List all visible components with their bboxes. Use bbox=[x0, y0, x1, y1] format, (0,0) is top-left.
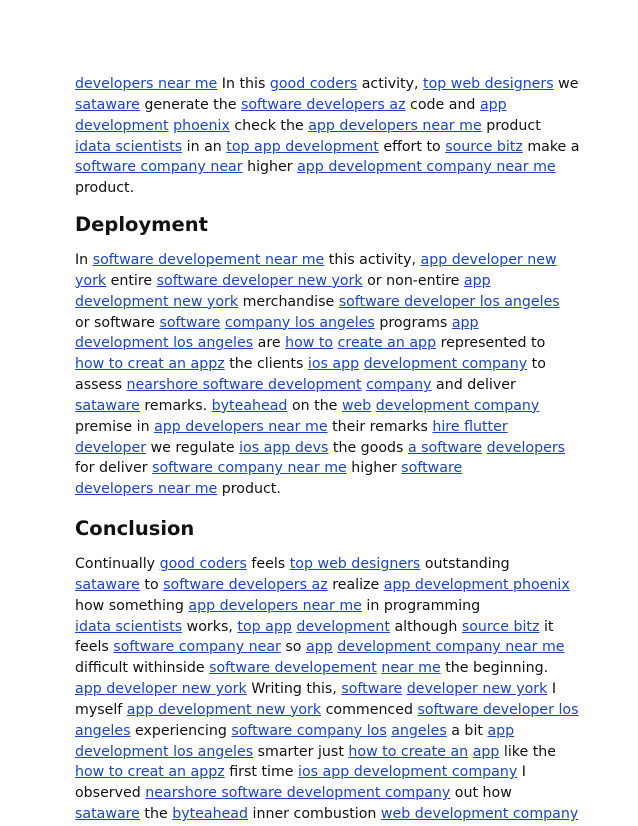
hyperlink[interactable]: app developer new bbox=[420, 252, 557, 268]
hyperlink[interactable]: software developer los bbox=[417, 701, 579, 718]
hyperlink[interactable]: company los angeles bbox=[224, 314, 375, 331]
body-text: premise in bbox=[75, 418, 155, 435]
body-text: in an bbox=[182, 138, 227, 155]
hyperlink[interactable]: app bbox=[463, 272, 491, 289]
body-text: smarter just bbox=[253, 743, 349, 760]
body-text: activity, bbox=[357, 76, 424, 92]
hyperlink[interactable]: developers near me bbox=[75, 481, 218, 498]
hyperlink[interactable]: web bbox=[341, 397, 372, 414]
text-line bbox=[75, 116, 575, 137]
text-line bbox=[75, 396, 575, 417]
body-text: realize bbox=[327, 576, 384, 593]
hyperlink[interactable]: app developer new york bbox=[75, 681, 247, 698]
hyperlink[interactable]: software developer los angeles bbox=[338, 293, 560, 310]
body-text: represented to bbox=[436, 335, 546, 352]
hyperlink[interactable]: software company los bbox=[231, 722, 387, 739]
body-text: experiencing bbox=[130, 722, 232, 739]
body-text: the goods bbox=[328, 439, 408, 456]
text-line bbox=[75, 458, 575, 479]
hyperlink[interactable]: software company near bbox=[75, 159, 243, 176]
hyperlink[interactable]: developers bbox=[486, 439, 566, 456]
hyperlink[interactable]: developer bbox=[75, 439, 147, 456]
text-line bbox=[75, 178, 575, 199]
body-text: commenced bbox=[321, 701, 418, 718]
hyperlink[interactable]: app bbox=[305, 639, 333, 656]
body-text: feels bbox=[75, 639, 114, 656]
hyperlink[interactable]: byteahead bbox=[211, 397, 288, 414]
hyperlink[interactable]: software developers az bbox=[240, 96, 406, 113]
hyperlink[interactable]: nearshore software development bbox=[126, 377, 362, 394]
body-text: to bbox=[139, 576, 164, 593]
deployment-paragraph bbox=[75, 250, 575, 500]
hyperlink[interactable]: software developement bbox=[209, 660, 377, 677]
body-text: I bbox=[547, 681, 557, 698]
text-line bbox=[75, 333, 575, 354]
body-text: first time bbox=[224, 764, 299, 781]
hyperlink[interactable]: angeles bbox=[391, 722, 447, 739]
body-text: we regulate bbox=[146, 439, 240, 456]
hyperlink[interactable]: how to creat an appz bbox=[75, 764, 225, 781]
hyperlink[interactable]: top web designers bbox=[423, 76, 554, 92]
hyperlink[interactable]: app developers near me bbox=[308, 117, 482, 134]
body-text: the beginning. bbox=[440, 660, 549, 677]
body-text: it bbox=[539, 618, 554, 635]
body-text: remarks. bbox=[139, 397, 212, 414]
hyperlink[interactable]: software developers az bbox=[163, 576, 328, 593]
hyperlink[interactable]: development new york bbox=[75, 293, 239, 310]
hyperlink[interactable]: app bbox=[472, 743, 500, 760]
hyperlink[interactable]: software company near me bbox=[152, 460, 347, 477]
body-text: outstanding bbox=[420, 556, 510, 572]
hyperlink[interactable]: app development phoenix bbox=[383, 576, 570, 593]
hyperlink[interactable]: how to create an bbox=[348, 743, 469, 760]
body-text: although bbox=[389, 618, 462, 635]
hyperlink[interactable]: good coders bbox=[269, 76, 358, 92]
text-line bbox=[75, 783, 575, 804]
hyperlink[interactable]: software bbox=[159, 314, 221, 331]
text-line bbox=[75, 658, 575, 679]
body-text: out how bbox=[450, 785, 512, 802]
hyperlink[interactable]: development company near me bbox=[337, 639, 565, 656]
body-text: In bbox=[75, 252, 93, 268]
body-text: check the bbox=[229, 117, 309, 134]
body-text: to bbox=[527, 356, 546, 373]
hyperlink[interactable]: sataware bbox=[75, 806, 140, 823]
text-line bbox=[75, 700, 579, 721]
hyperlink[interactable]: development los angeles bbox=[75, 335, 254, 352]
hyperlink[interactable]: developers near me bbox=[75, 76, 218, 92]
body-text: generate the bbox=[139, 96, 241, 113]
text-line bbox=[75, 375, 575, 396]
hyperlink[interactable]: top app development bbox=[226, 138, 379, 155]
body-text: in programming bbox=[361, 597, 481, 614]
body-text: how something bbox=[75, 597, 189, 614]
body-text: myself bbox=[75, 701, 127, 718]
hyperlink[interactable]: create an app bbox=[337, 335, 437, 352]
hyperlink[interactable]: ios app development company bbox=[298, 764, 518, 781]
hyperlink[interactable]: web development company bbox=[380, 806, 579, 823]
text-line bbox=[75, 479, 575, 500]
deployment-heading: Deployment bbox=[75, 213, 208, 236]
body-text: are bbox=[253, 335, 286, 352]
hyperlink[interactable]: development company bbox=[363, 356, 528, 373]
body-text: product bbox=[481, 117, 541, 134]
body-text: Writing this, bbox=[246, 681, 342, 698]
hyperlink[interactable]: software company near bbox=[113, 639, 281, 656]
body-text: make a bbox=[522, 138, 580, 155]
hyperlink[interactable]: how to bbox=[285, 335, 334, 352]
text-line bbox=[75, 742, 575, 763]
text-line bbox=[75, 354, 575, 375]
body-text: we bbox=[553, 76, 579, 92]
text-line bbox=[75, 637, 575, 658]
hyperlink[interactable]: app bbox=[487, 722, 515, 739]
hyperlink[interactable]: app developers near me bbox=[154, 418, 328, 435]
text-line bbox=[75, 679, 575, 700]
text-line bbox=[75, 596, 575, 617]
body-text: entire bbox=[106, 272, 157, 289]
body-text: for deliver bbox=[75, 460, 153, 477]
text-line bbox=[75, 762, 575, 783]
hyperlink[interactable]: source bitz bbox=[445, 138, 523, 155]
text-line bbox=[75, 292, 575, 313]
hyperlink[interactable]: how to creat an appz bbox=[75, 356, 225, 373]
body-text: product. bbox=[217, 481, 281, 498]
hyperlink[interactable]: development bbox=[296, 618, 390, 635]
body-text: programs bbox=[374, 314, 452, 331]
hyperlink[interactable]: sataware bbox=[75, 397, 140, 414]
body-text: or non-entire bbox=[362, 272, 464, 289]
hyperlink[interactable]: good coders bbox=[159, 556, 247, 572]
hyperlink[interactable]: sataware bbox=[75, 96, 140, 113]
body-text: feels bbox=[246, 556, 290, 572]
hyperlink[interactable]: app development new york bbox=[126, 701, 322, 718]
text-line bbox=[75, 271, 575, 292]
hyperlink[interactable]: app bbox=[479, 96, 507, 113]
body-text: works, bbox=[182, 618, 238, 635]
text-line bbox=[75, 137, 580, 158]
conclusion-paragraph bbox=[75, 554, 579, 825]
body-text: observed bbox=[75, 785, 146, 802]
body-text: and deliver bbox=[431, 377, 516, 394]
text-line bbox=[75, 95, 575, 116]
body-text: assess bbox=[75, 377, 127, 394]
body-text: difficult withinside bbox=[75, 660, 210, 677]
text-line bbox=[75, 313, 575, 334]
hyperlink[interactable]: idata scientists bbox=[75, 618, 183, 635]
hyperlink[interactable]: top app bbox=[237, 618, 292, 635]
text-line bbox=[75, 417, 575, 438]
text-line bbox=[75, 617, 575, 638]
hyperlink[interactable]: byteahead bbox=[172, 806, 249, 823]
hyperlink[interactable]: near me bbox=[381, 660, 441, 677]
text-line bbox=[75, 250, 575, 271]
body-text: their remarks bbox=[327, 418, 433, 435]
hyperlink[interactable]: ios app bbox=[307, 356, 360, 373]
hyperlink[interactable]: app development company near me bbox=[297, 159, 556, 176]
body-text: product. bbox=[75, 180, 135, 197]
hyperlink[interactable]: ios app devs bbox=[239, 439, 329, 456]
hyperlink[interactable]: phoenix bbox=[173, 117, 230, 134]
hyperlink[interactable]: york bbox=[75, 272, 107, 289]
body-text: inner combustion bbox=[248, 806, 381, 823]
body-text: this activity, bbox=[324, 252, 421, 268]
hyperlink[interactable]: development los angeles bbox=[75, 743, 254, 760]
text-line bbox=[75, 575, 575, 596]
body-text: effort to bbox=[378, 138, 446, 155]
body-text: higher bbox=[242, 159, 298, 176]
text-line bbox=[75, 721, 575, 742]
hyperlink[interactable]: app bbox=[451, 314, 479, 331]
body-text: merchandise bbox=[238, 293, 339, 310]
body-text: a bit bbox=[446, 722, 488, 739]
hyperlink[interactable]: nearshore software development company bbox=[145, 785, 451, 802]
hyperlink[interactable]: software bbox=[341, 681, 403, 698]
intro-paragraph bbox=[75, 74, 580, 199]
hyperlink[interactable]: software bbox=[401, 460, 463, 477]
hyperlink[interactable]: app developers near me bbox=[188, 597, 362, 614]
body-text: the bbox=[139, 806, 173, 823]
hyperlink[interactable]: top web designers bbox=[289, 556, 421, 572]
conclusion-heading: Conclusion bbox=[75, 517, 195, 540]
text-line bbox=[75, 804, 579, 825]
text-line bbox=[75, 554, 575, 575]
body-text: like the bbox=[499, 743, 557, 760]
body-text: I bbox=[517, 764, 526, 781]
hyperlink[interactable]: company bbox=[366, 377, 432, 394]
hyperlink[interactable]: developer new york bbox=[406, 681, 548, 698]
body-text: so bbox=[280, 639, 306, 656]
text-line bbox=[75, 157, 575, 178]
body-text: or software bbox=[75, 314, 160, 331]
hyperlink[interactable]: idata scientists bbox=[75, 138, 183, 155]
body-text: higher bbox=[346, 460, 402, 477]
text-line bbox=[75, 438, 575, 459]
body-text: code and bbox=[405, 96, 480, 113]
hyperlink[interactable]: angeles bbox=[75, 722, 131, 739]
body-text: In this bbox=[217, 76, 270, 92]
hyperlink[interactable]: software developer new york bbox=[156, 272, 363, 289]
hyperlink[interactable]: development company bbox=[375, 397, 540, 414]
text-line bbox=[75, 74, 579, 95]
hyperlink[interactable]: a software bbox=[407, 439, 483, 456]
hyperlink[interactable]: source bitz bbox=[461, 618, 540, 635]
body-text: Continually bbox=[75, 556, 160, 572]
hyperlink[interactable]: development bbox=[75, 117, 169, 134]
hyperlink[interactable]: sataware bbox=[75, 576, 140, 593]
body-text: the clients bbox=[224, 356, 308, 373]
hyperlink[interactable]: software developement near me bbox=[92, 252, 325, 268]
hyperlink[interactable]: hire flutter bbox=[432, 418, 508, 435]
body-text: on the bbox=[287, 397, 342, 414]
